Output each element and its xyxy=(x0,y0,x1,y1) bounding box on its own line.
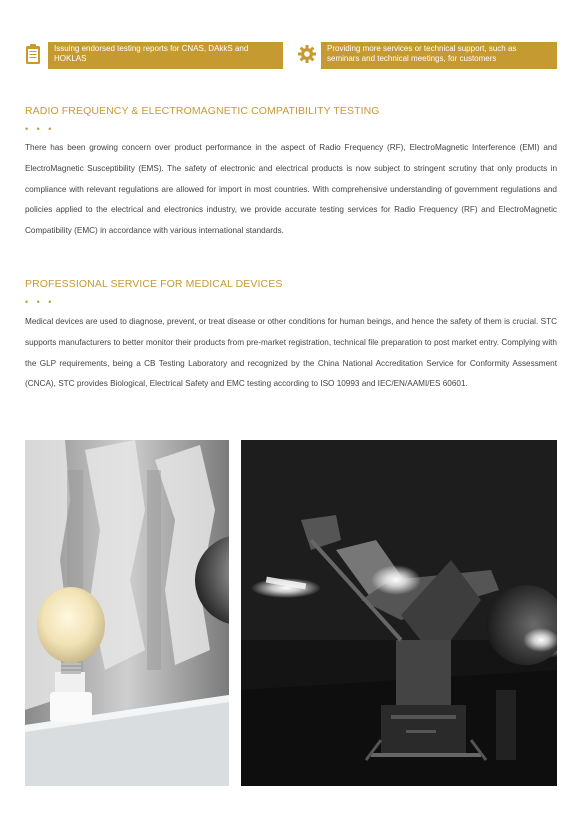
clipboard-icon xyxy=(25,43,41,65)
badge-accreditation-reports: Issuing endorsed testing reports for CNAS, DAkkS and HOKLAS xyxy=(48,42,283,69)
badge-technical-support: Providing more services or technical support, such as seminars and technical meetings, for customers xyxy=(321,42,557,69)
section-heading-medical-devices: PROFESSIONAL SERVICE FOR MEDICAL DEVICES xyxy=(25,278,283,290)
section-dots-rf-emc: • • • xyxy=(25,124,55,134)
led-bulb-photo xyxy=(25,440,229,786)
section-body-medical-devices: Medical devices are used to diagnose, prevent, or treat disease or other conditions for human beings, and hence the safety of them is crucial. STC supports manufacturers to better monitor their products from pre-market registration, technical file preparation to post market entry. Complying with the GLP requirements, being a CB Testing Laboratory and recognized by the China National Accreditation Service for Conformity Assessment (CNCA), STC provides Biological, Electrical Safety and EMC testing according to ISO 10993 and IEC/EN/AAMI/ES 60601. xyxy=(25,317,557,389)
section-dots-medical-devices: • • • xyxy=(25,297,55,307)
gear-icon xyxy=(298,45,316,63)
goniophotometer-photo xyxy=(241,440,557,786)
section-body-rf-emc: There has been growing concern over product performance in the aspect of Radio Frequency (RF), ElectroMagnetic Interference (EMI) and ElectroMagnetic Susceptibility (EMS). The safety of electronic and electrical products is now subject to stringent scrutiny that only products in compliance with relevant regulations are allowed for import in most countries. With comprehensive understanding of government regulations and policies applied to the electrical and electronics industry, we provide accurate testing services for Radio Frequency (RF) and ElectroMagnetic Compatibility (EMC) in accordance with various international standards. xyxy=(25,143,557,236)
section-heading-rf-emc: RADIO FREQUENCY & ELECTROMAGNETIC COMPATIBILITY TESTING xyxy=(25,105,380,117)
